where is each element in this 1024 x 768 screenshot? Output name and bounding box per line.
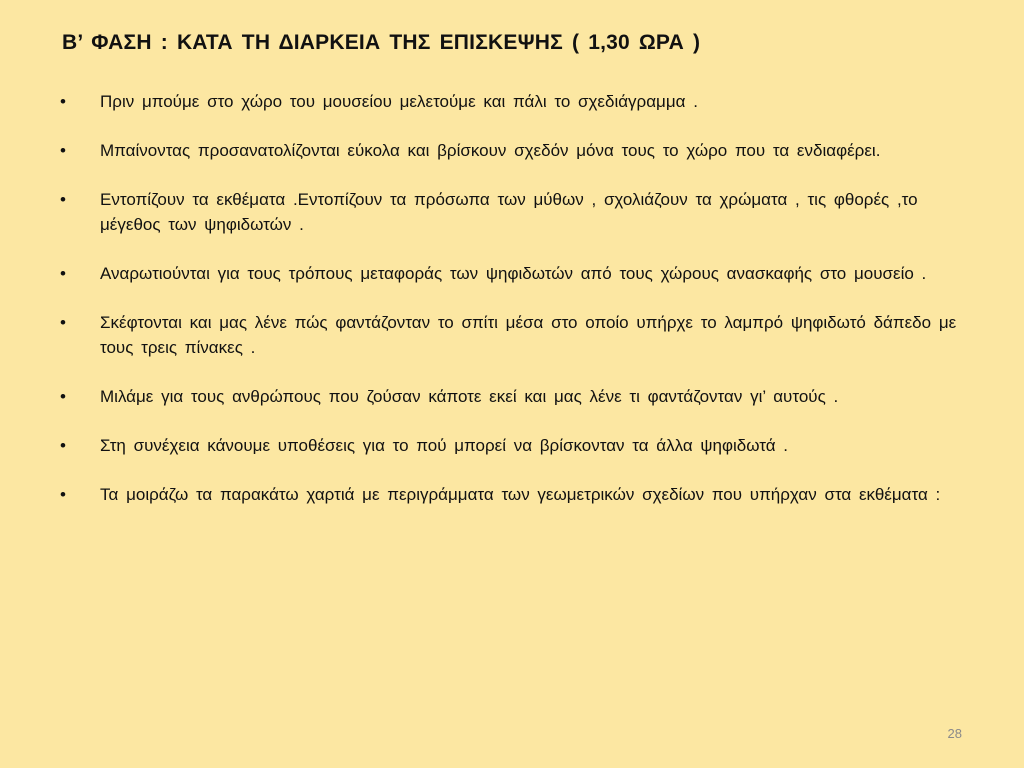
bullet-text: Αναρωτιούνται για τους τρόπους μεταφοράς των ψηφιδωτών από τους χώρους ανασκαφής στο μουσείο . xyxy=(100,264,927,283)
slide-title: Β’ ΦΑΣΗ : ΚΑΤΑ ΤΗ ΔΙΑΡΚΕΙΑ ΤΗΣ ΕΠΙΣΚΕΨΗΣ ( 1,30 ΩΡΑ ) xyxy=(62,31,701,54)
bullet-dot-icon: • xyxy=(60,190,66,209)
bullet-dot-icon: • xyxy=(60,387,66,406)
bullet-text: Εντοπίζουν τα εκθέματα .Εντοπίζουν τα πρόσωπα των μύθων , σχολιάζουν τα χρώματα , τις φθορές ,το μέγεθος των ψηφιδωτών . xyxy=(100,190,918,234)
bullet-text: Στη συνέχεια κάνουμε υποθέσεις για το πού μπορεί να βρίσκονταν τα άλλα ψηφιδωτά . xyxy=(100,436,789,455)
bullet-item xyxy=(60,187,960,237)
bullet-item xyxy=(60,138,960,163)
bullet-item xyxy=(60,433,960,458)
bullet-item xyxy=(60,89,960,114)
bullet-dot-icon: • xyxy=(60,313,66,332)
bullet-dot-icon: • xyxy=(60,436,66,455)
bullet-list xyxy=(60,89,960,531)
page-number: 28 xyxy=(947,726,962,741)
bullet-text: Μιλάμε για τους ανθρώπους που ζούσαν κάποτε εκεί και μας λένε τι φαντάζονταν γι’ αυτούς . xyxy=(100,387,839,406)
bullet-text: Πριν μπούμε στο χώρο του μουσείου μελετούμε και πάλι το σχεδιάγραμμα . xyxy=(100,92,698,111)
bullet-item xyxy=(60,310,960,360)
bullet-dot-icon: • xyxy=(60,141,66,160)
bullet-item xyxy=(60,384,960,409)
bullet-dot-icon: • xyxy=(60,264,66,283)
bullet-dot-icon: • xyxy=(60,485,66,504)
bullet-text: Τα μοιράζω τα παρακάτω χαρτιά με περιγράμματα των γεωμετρικών σχεδίων που υπήρχαν στα εκθέματα : xyxy=(100,485,941,504)
bullet-text: Μπαίνοντας προσανατολίζονται εύκολα και βρίσκουν σχεδόν μόνα τους το χώρο που τα ενδιαφέρει. xyxy=(100,141,881,160)
bullet-item xyxy=(60,261,960,286)
bullet-text: Σκέφτονται και μας λένε πώς φαντάζονταν το σπίτι μέσα στο οποίο υπήρχε το λαμπρό ψηφιδωτό δάπεδο με τους τρεις πίνακες . xyxy=(100,313,957,357)
bullet-item xyxy=(60,482,960,507)
bullet-dot-icon: • xyxy=(60,92,66,111)
